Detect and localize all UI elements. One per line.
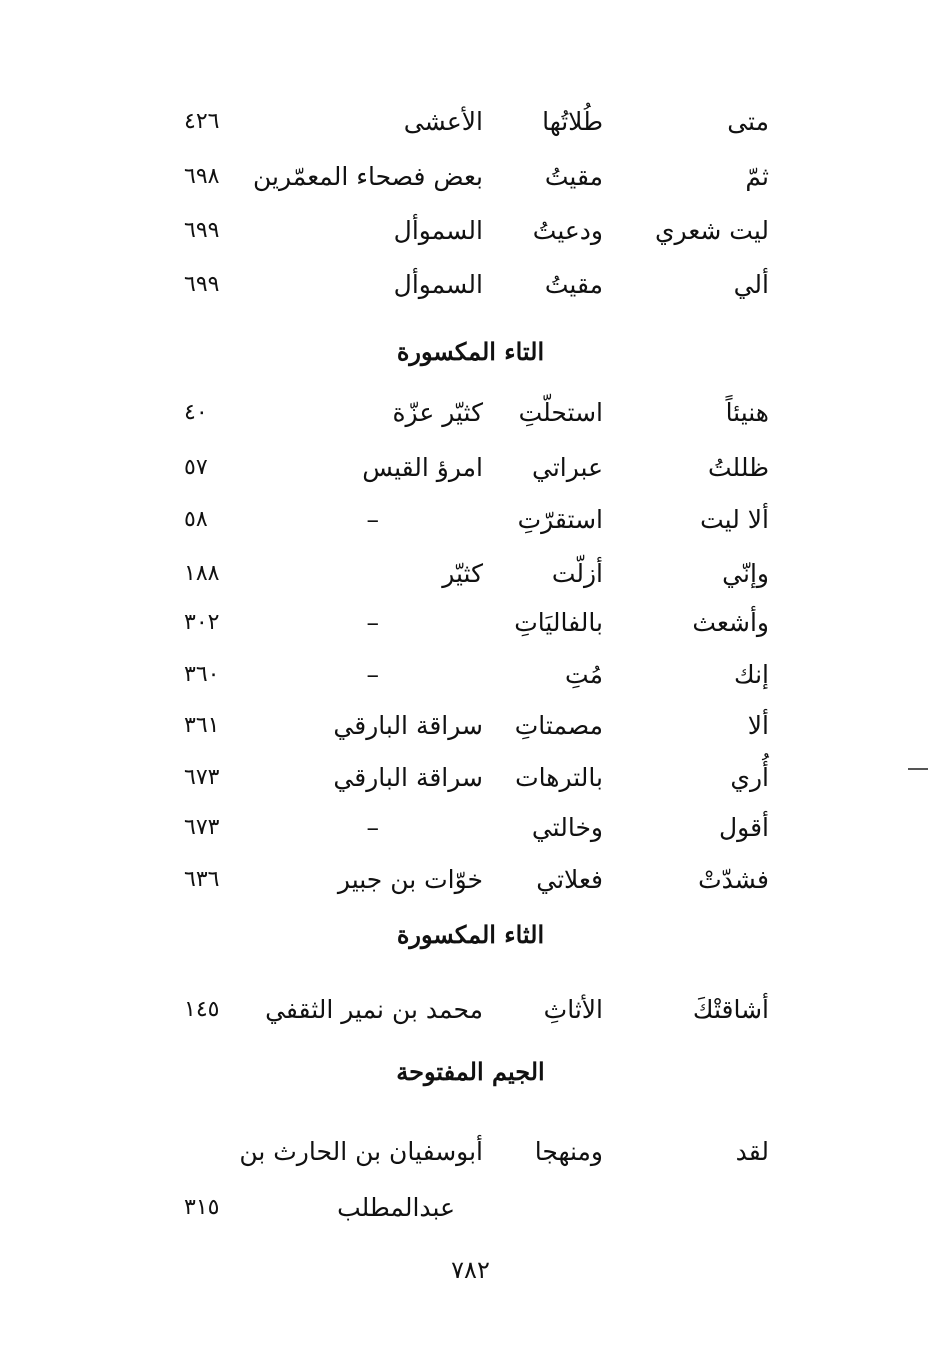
first-word: فشدّتْ bbox=[698, 865, 769, 894]
page-ref: ٤٠ bbox=[184, 400, 208, 425]
first-word: لقد bbox=[735, 1137, 769, 1166]
page-ref: ٣١٥ bbox=[184, 1195, 220, 1220]
page-ref: ٦٩٩ bbox=[184, 218, 220, 243]
index-row bbox=[0, 758, 941, 798]
index-row bbox=[0, 393, 941, 433]
rhyme-word: عبراتي bbox=[532, 453, 603, 482]
poet-name: السموأل bbox=[393, 270, 483, 299]
index-row bbox=[0, 554, 941, 594]
first-word: وإنّي bbox=[722, 559, 769, 588]
margin-mark bbox=[908, 768, 928, 770]
poet-name: كثيّر عزّة bbox=[392, 398, 483, 427]
poet-name-continuation: عبدالمطلب bbox=[337, 1193, 455, 1222]
rhyme-word: أزلّت bbox=[551, 559, 603, 588]
index-row bbox=[0, 603, 941, 643]
section-heading: الجيم المفتوحة bbox=[396, 1057, 545, 1086]
index-row bbox=[0, 990, 941, 1030]
poet-name: خوّات بن جبير bbox=[337, 865, 483, 894]
section-heading: الثاء المكسورة bbox=[396, 920, 545, 949]
index-row bbox=[0, 706, 941, 746]
index-row bbox=[0, 265, 941, 305]
rhyme-word: استحلّتِ bbox=[518, 398, 603, 427]
rhyme-word: مقيتُ bbox=[544, 162, 603, 191]
rhyme-word: وخالتي bbox=[531, 813, 603, 842]
poet-name: محمد بن نمير الثقفي bbox=[265, 995, 483, 1024]
index-row bbox=[0, 448, 941, 488]
rhyme-word: فعلاتي bbox=[536, 865, 603, 894]
first-word: وأشعث bbox=[692, 608, 769, 637]
page-ref: ٣٦٠ bbox=[184, 662, 220, 687]
poet-name: أبوسفيان بن الحارث بن bbox=[239, 1137, 483, 1166]
first-word: ألي bbox=[733, 270, 769, 299]
poet-name: امرؤ القيس bbox=[362, 453, 483, 482]
index-row bbox=[0, 211, 941, 251]
page-ref: ٦٩٩ bbox=[184, 272, 220, 297]
index-row bbox=[0, 157, 941, 197]
poet-name: سراقة البارقي bbox=[333, 763, 483, 792]
page-ref: ٦٧٣ bbox=[184, 765, 220, 790]
index-row-continuation bbox=[0, 1188, 941, 1228]
poet-name: – bbox=[366, 608, 379, 637]
page-ref: ٦٧٣ bbox=[184, 815, 220, 840]
poet-name: بعض فصحاء المعمّرين bbox=[253, 162, 483, 191]
rhyme-word: طُلاتُها bbox=[542, 107, 603, 136]
page-ref: ٣٦١ bbox=[184, 713, 220, 738]
first-word: أشاقتْكَ bbox=[692, 995, 769, 1024]
first-word: ليت شعري bbox=[654, 216, 769, 245]
poet-name: كثيّر bbox=[442, 559, 483, 588]
rhyme-word: ودعيتُ bbox=[532, 216, 603, 245]
index-row bbox=[0, 655, 941, 695]
index-row bbox=[0, 1132, 941, 1172]
page-ref: ١٨٨ bbox=[184, 561, 220, 586]
rhyme-word: الأثاثِ bbox=[543, 995, 603, 1024]
rhyme-word: بالفاليَاتِ bbox=[514, 608, 603, 637]
rhyme-word: بالترهات bbox=[515, 763, 603, 792]
first-word: ألا ليت bbox=[700, 505, 769, 534]
first-word: متى bbox=[727, 107, 769, 136]
poet-name: – bbox=[366, 813, 379, 842]
rhyme-word: ومنهجا bbox=[534, 1137, 603, 1166]
first-word: ظللتُ bbox=[708, 453, 769, 482]
poet-name: سراقة البارقي bbox=[333, 711, 483, 740]
first-word: ثمّ bbox=[745, 162, 769, 191]
section-heading: التاء المكسورة bbox=[396, 337, 545, 366]
first-word: أُري bbox=[730, 763, 769, 792]
page-ref: ٤٢٦ bbox=[184, 109, 220, 134]
page-ref: ١٤٥ bbox=[184, 997, 220, 1022]
page-ref: ٣٠٢ bbox=[184, 610, 220, 635]
poet-name: الأعشى bbox=[403, 107, 483, 136]
first-word: ألا bbox=[747, 711, 769, 740]
rhyme-word: مصمتاتِ bbox=[514, 711, 603, 740]
page-number: ٧٨٢ bbox=[451, 1256, 490, 1284]
page-ref: ٦٣٦ bbox=[184, 867, 220, 892]
rhyme-word: مُتِ bbox=[565, 660, 603, 689]
page-ref: ٥٨ bbox=[184, 507, 208, 532]
poet-name: السموأل bbox=[393, 216, 483, 245]
first-word: أقول bbox=[719, 813, 769, 842]
first-word: إنك bbox=[734, 660, 769, 689]
poet-name: – bbox=[366, 660, 379, 689]
index-row bbox=[0, 808, 941, 848]
first-word: هنيئاً bbox=[725, 398, 769, 427]
page-ref: ٦٩٨ bbox=[184, 164, 220, 189]
poet-name: – bbox=[366, 505, 379, 534]
rhyme-word: استقرّتِ bbox=[517, 505, 603, 534]
index-row bbox=[0, 500, 941, 540]
index-row bbox=[0, 102, 941, 142]
index-row bbox=[0, 860, 941, 900]
rhyme-word: مقيتُ bbox=[544, 270, 603, 299]
page-ref: ٥٧ bbox=[184, 455, 208, 480]
